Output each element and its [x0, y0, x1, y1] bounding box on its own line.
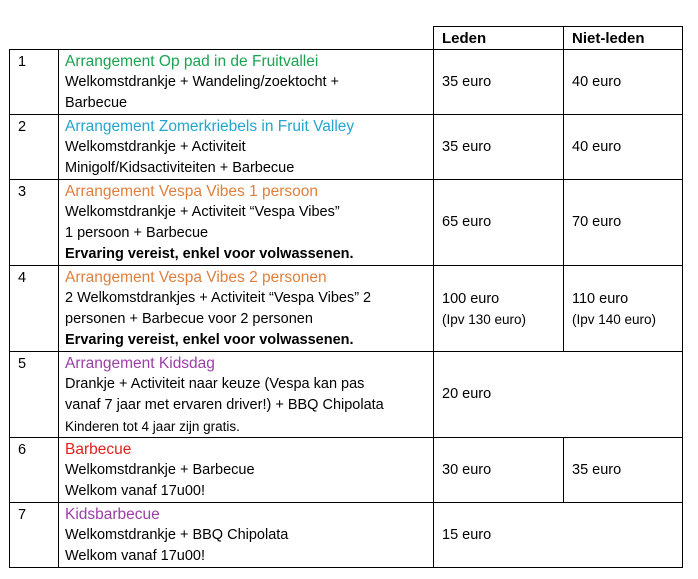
price-members: 35 euro [434, 50, 564, 115]
row-line: 1 persoon + Barbecue [65, 225, 209, 241]
row-title: Arrangement Op pad in de Fruitvallei [65, 53, 319, 70]
row-line: Welkomstdrankje + Wandeling/zoektocht + [65, 74, 340, 90]
price-nonmembers: 70 euro [564, 180, 683, 266]
row-line: Welkomstdrankje + Barbecue [65, 462, 255, 478]
row-line: 2 Welkomstdrankjes + Activiteit “Vespa Vibes” 2 [65, 290, 372, 306]
row-description [59, 50, 434, 115]
price-nonmembers: 40 euro [564, 115, 683, 180]
row-description [59, 115, 434, 180]
row-warning: Ervaring vereist, enkel voor volwassenen. [65, 246, 354, 262]
table-row [10, 352, 683, 438]
row-line: Welkomstdrankje + Activiteit “Vespa Vibes” [65, 204, 340, 220]
row-small-note: Kinderen tot 4 jaar zijn gratis. [65, 419, 240, 434]
row-description [59, 352, 434, 438]
price-table [9, 26, 683, 568]
row-line: Welkom vanaf 17u00! [65, 483, 205, 499]
row-line: Welkomstdrankje + Activiteit [65, 139, 246, 155]
row-line: Welkom vanaf 17u00! [65, 548, 205, 564]
row-line: personen + Barbecue voor 2 personen [65, 311, 313, 327]
price-value: 100 euro [442, 290, 500, 307]
price-nonmembers [564, 266, 683, 352]
row-description [59, 503, 434, 568]
row-number: 5 [10, 352, 59, 438]
row-line: vanaf 7 jaar met ervaren driver!) + BBQ Chipolata [65, 397, 384, 413]
header-row [10, 27, 683, 50]
row-number: 4 [10, 266, 59, 352]
row-title: Barbecue [65, 441, 132, 458]
row-number: 3 [10, 180, 59, 266]
table-row [10, 115, 683, 180]
header-blank [10, 27, 434, 50]
row-number: 1 [10, 50, 59, 115]
table-row [10, 180, 683, 266]
header-members: Leden [434, 27, 564, 50]
row-number: 6 [10, 438, 59, 503]
price-nonmembers: 40 euro [564, 50, 683, 115]
price-note: (Ipv 130 euro) [442, 311, 527, 327]
price-merged: 15 euro [434, 503, 683, 568]
row-line: Barbecue [65, 95, 128, 111]
table-row [10, 50, 683, 115]
row-description [59, 266, 434, 352]
row-title: Arrangement Vespa Vibes 2 personen [65, 269, 327, 286]
row-line: Drankje + Activiteit naar keuze (Vespa kan pas [65, 376, 365, 392]
row-description [59, 180, 434, 266]
price-members [434, 266, 564, 352]
row-description [59, 438, 434, 503]
row-title: Arrangement Zomerkriebels in Fruit Valley [65, 118, 355, 135]
price-members: 65 euro [434, 180, 564, 266]
price-nonmembers: 35 euro [564, 438, 683, 503]
row-line: Minigolf/Kidsactiviteiten + Barbecue [65, 160, 295, 176]
table-row [10, 438, 683, 503]
row-warning: Ervaring vereist, enkel voor volwassenen. [65, 332, 354, 348]
price-merged: 20 euro [434, 352, 683, 438]
table-row [10, 266, 683, 352]
row-line: Welkomstdrankje + BBQ Chipolata [65, 527, 289, 543]
price-members: 30 euro [434, 438, 564, 503]
row-title: Arrangement Vespa Vibes 1 persoon [65, 183, 319, 200]
header-nonmembers: Niet-leden [564, 27, 683, 50]
price-members: 35 euro [434, 115, 564, 180]
price-note: (Ipv 140 euro) [572, 311, 657, 327]
row-number: 2 [10, 115, 59, 180]
price-value: 110 euro [572, 290, 629, 307]
row-title: Arrangement Kidsdag [65, 355, 215, 372]
row-title: Kidsbarbecue [65, 506, 160, 523]
row-number: 7 [10, 503, 59, 568]
table-row [10, 503, 683, 568]
